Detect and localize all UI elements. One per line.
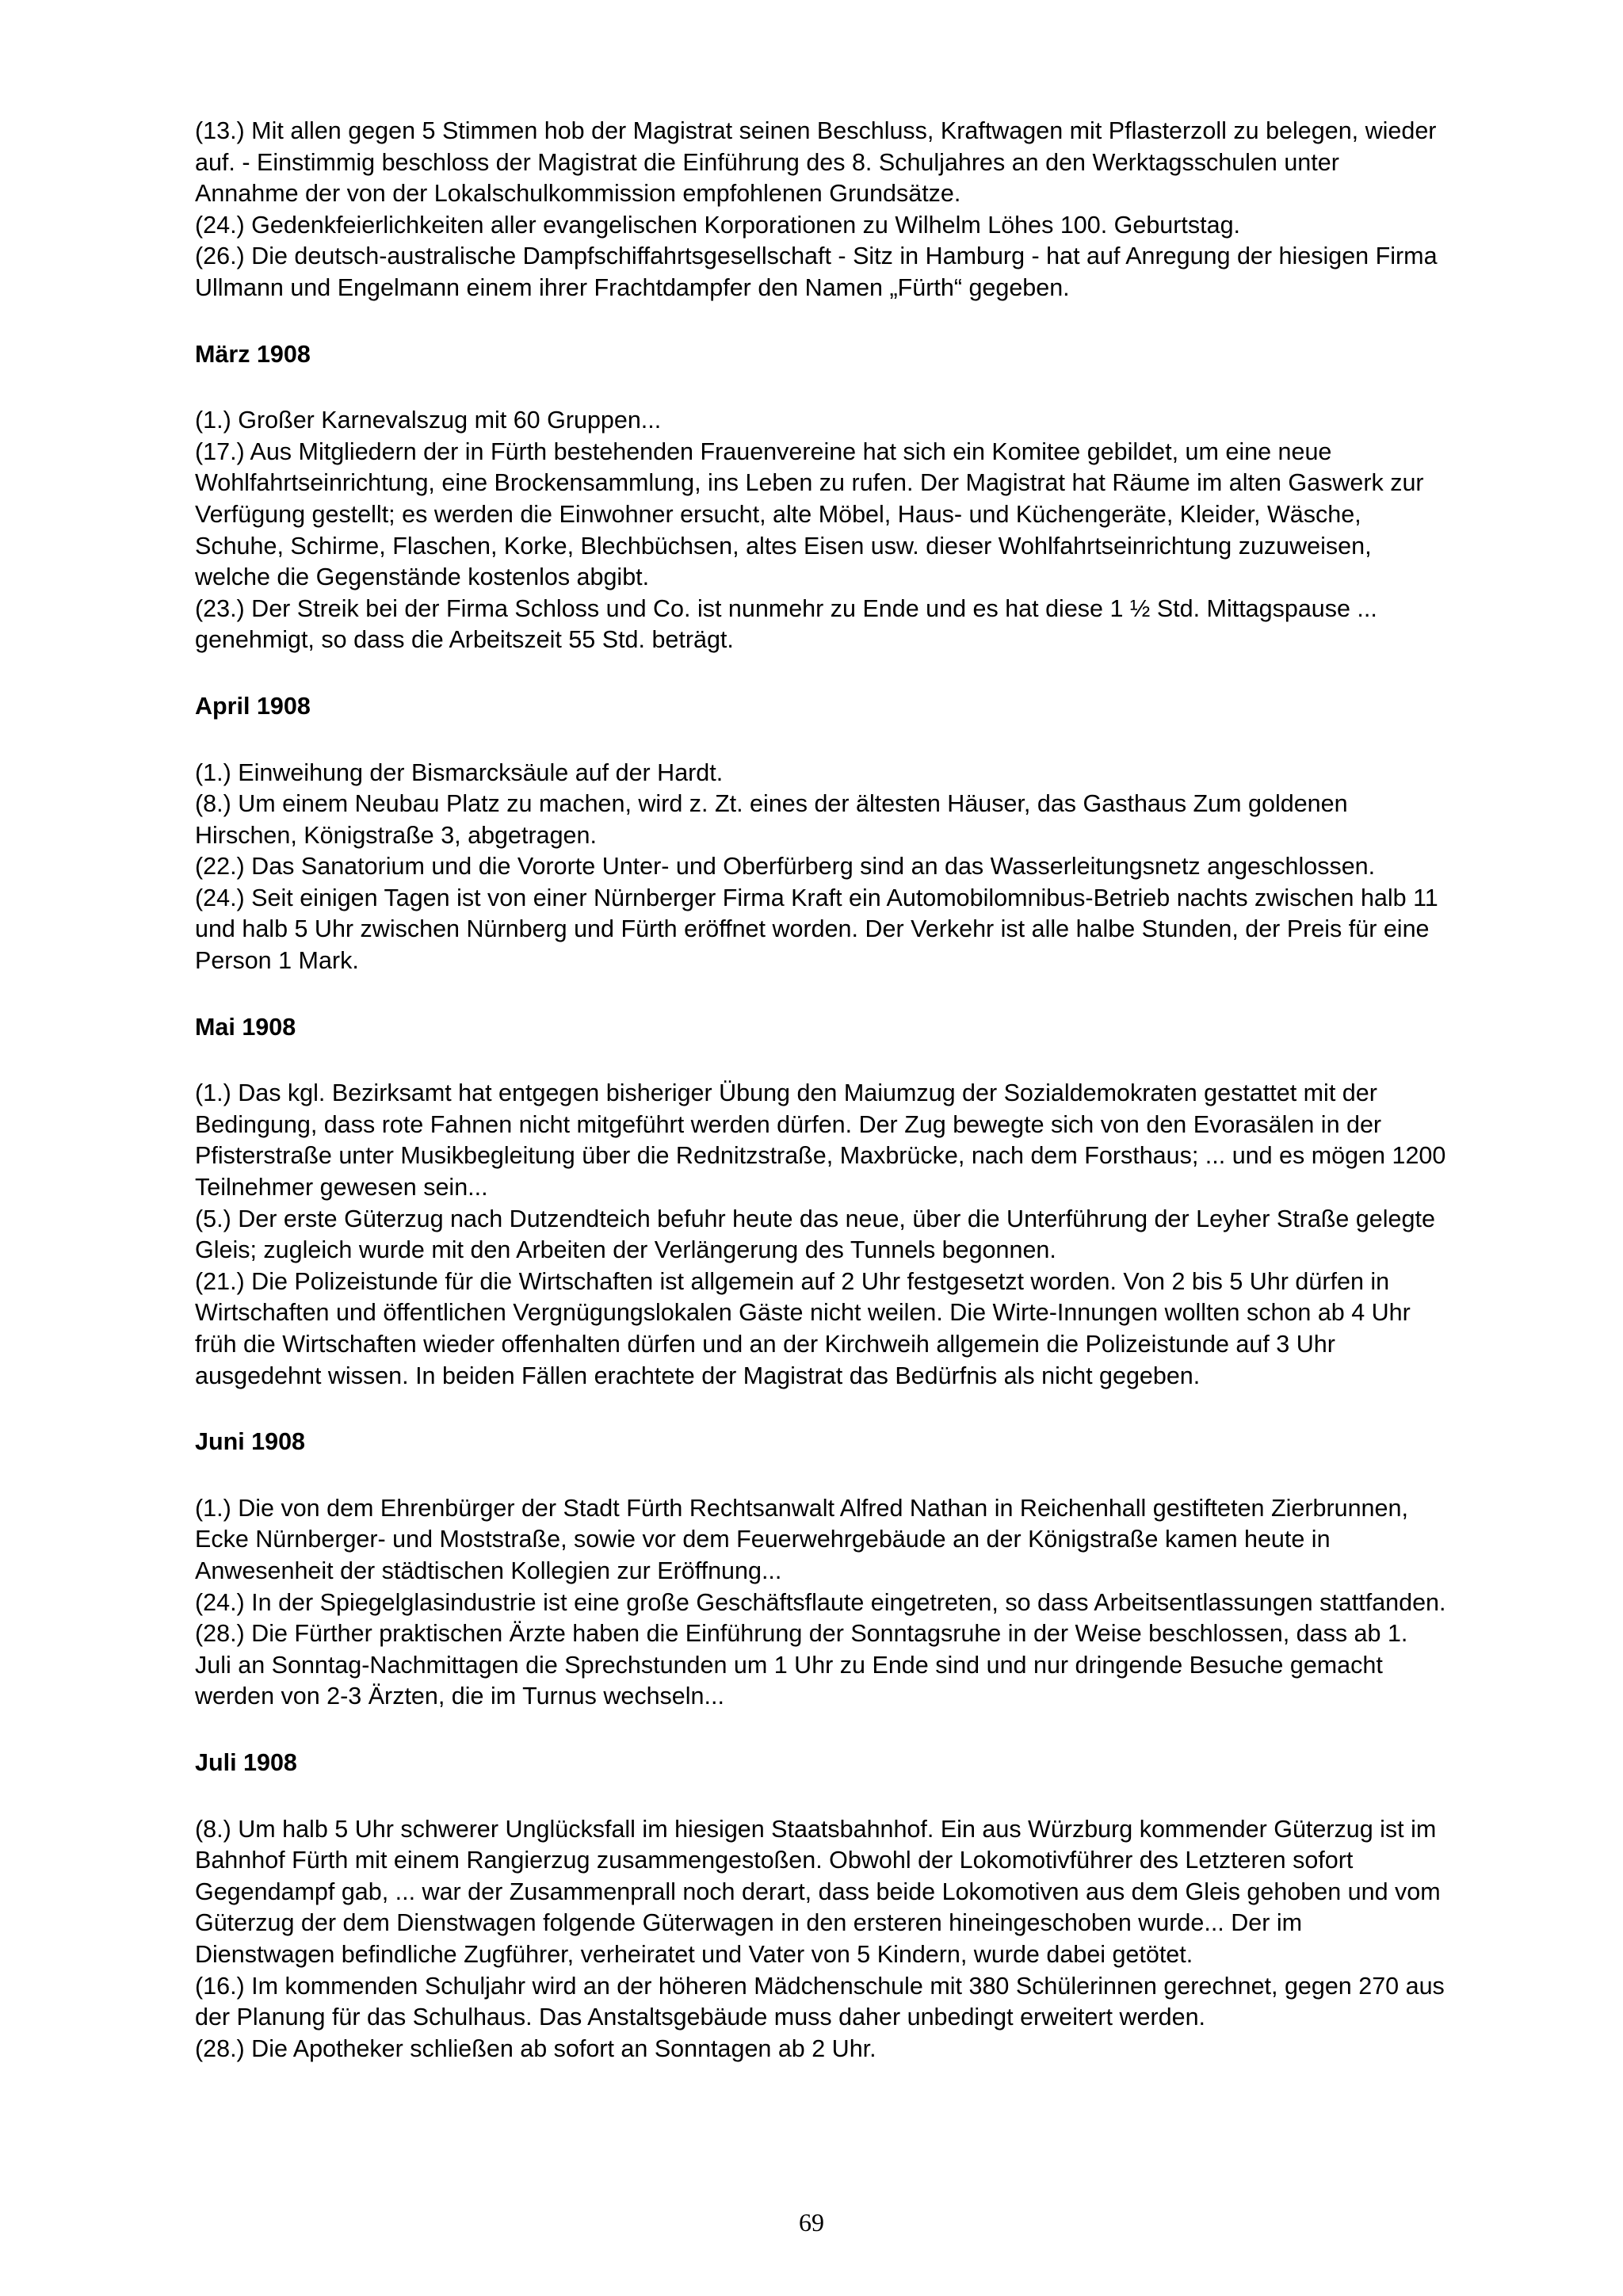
section-maerz-1908 [195, 339, 1447, 656]
entry-paragraph: (24.) Seit einigen Tagen ist von einer Nürnberger Firma Kraft ein Automobilomnibus-Betrieb nachts zwischen halb 11 und halb 5 Uhr zwischen Nürnberg und Fürth eröffnet worden. Der Verkehr ist alle halbe Stunden, der Preis für eine Person 1 Mark. [195, 884, 1438, 975]
entry-paragraph: (1.) Großer Karnevalszug mit 60 Gruppen... [195, 407, 662, 434]
entry-paragraph: (8.) Um halb 5 Uhr schwerer Unglücksfall im hiesigen Staatsbahnhof. Ein aus Würzburg kommender Güterzug ist im Bahnhof Fürth mit einem Rangierzug zusammengestoßen. Obwohl der Lokomotivführer des Letzteren sofort Gegendampf gab, ... war der Zusammenprall noch derart, dass beide Lokomotiven aus dem Gleis gehoben und vom Güterzug der dem Dienstwagen folgende Güterwagen in den ersteren hineingeschoben wurde... Der im Dienstwagen befindliche Zugführer, verheiratet und Vater von 5 Kindern, wurde dabei getötet. [195, 1815, 1441, 1968]
document-body [195, 116, 1447, 2065]
section-juli-1908 [195, 1748, 1447, 2065]
entry-paragraph: (17.) Aus Mitgliedern der in Fürth bestehenden Frauenvereine hat sich ein Komitee gebildet, um eine neue Wohlfahrtseinrichtung, eine Brockensammlung, ins Leben zu rufen. Der Magistrat hat Räume im alten Gaswerk zur Verfügung gestellt; es werden die Einwohner ersucht, alte Möbel, Haus- und Küchengeräte, Kleider, Wäsche, Schuhe, Schirme, Flaschen, Korke, Blechbüchsen, altes Eisen usw. dieser Wohlfahrtseinrichtung zuzuweisen, welche die Gegenstände kostenlos abgibt. [195, 437, 1424, 591]
section-spacer [195, 304, 1447, 339]
entry-paragraph: (13.) Mit allen gegen 5 Stimmen hob der Magistrat seinen Beschluss, Kraftwagen mit Pflasterzoll zu belegen, wieder auf. - Einstimmig beschloss der Magistrat die Einführung des 8. Schuljahres an den Werktagsschulen unter Annahme der von der Lokalschulkommission empfohlenen Grundsätze. [195, 117, 1437, 208]
heading-spacer [195, 1779, 1447, 1814]
entry-paragraph: (16.) Im kommenden Schuljahr wird an der höheren Mädchenschule mit 380 Schülerinnen gerechnet, gegen 270 aus der Planung für das Schulhaus. Das Anstaltsgebäude muss daher unbedingt erweitert werden. [195, 1972, 1445, 2031]
section-spacer [195, 656, 1447, 691]
intro-block [195, 116, 1447, 304]
entry-paragraph: (1.) Das kgl. Bezirksamt hat entgegen bisheriger Übung den Maiumzug der Sozialdemokraten gestattet mit der Bedingung, dass rote Fahnen nicht mitgeführt werden dürfen. Der Zug bewegte sich von den Evorasälen in der Pfisterstraße unter Musikbegleitung über die Rednitzstraße, Maxbrücke, nach dem Forsthaus; ... und es mögen 1200 Teilnehmer gewesen sein... [195, 1079, 1446, 1201]
entry-paragraph: (24.) In der Spiegelglasindustrie ist eine große Geschäftsflaute eingetreten, so dass Arbeitsentlassungen stattfanden. [195, 1588, 1446, 1616]
heading-spacer [195, 723, 1447, 758]
entry-paragraph: (21.) Die Polizeistunde für die Wirtschaften ist allgemein auf 2 Uhr festgesetzt worden. Von 2 bis 5 Uhr dürfen in Wirtschaften und öffentlichen Vergnügungslokalen Gäste nicht weilen. Die Wirte-Innungen wollten schon ab 4 Uhr früh die Wirtschaften wieder offenhalten dürfen und an der Kirchweih allgemein die Polizeistunde auf 3 Uhr ausgedehnt wissen. In beiden Fällen erachtete der Magistrat das Bedürfnis als nicht gegeben. [195, 1267, 1411, 1389]
entry-paragraph: (26.) Die deutsch-australische Dampfschiffahrtsgesellschaft - Sitz in Hamburg - hat auf Anregung der hiesigen Firma Ullmann und Engelmann einem ihrer Frachtdampfer den Namen „Fürth“ gegeben. [195, 243, 1438, 301]
section-heading: Juli 1908 [195, 1748, 297, 1776]
section-spacer [195, 1392, 1447, 1427]
entry-paragraph: (23.) Der Streik bei der Firma Schloss und Co. ist nunmehr zu Ende und es hat diese 1 ½ Std. Mittagspause ... genehmigt, so dass die Arbeitszeit 55 Std. beträgt. [195, 594, 1377, 654]
entry-paragraph: (8.) Um einem Neubau Platz zu machen, wird z. Zt. eines der ältesten Häuser, das Gasthaus Zum goldenen Hirschen, Königstraße 3, abgetragen. [195, 790, 1348, 849]
entry-paragraph: (1.) Die von dem Ehrenbürger der Stadt Fürth Rechtsanwalt Alfred Nathan in Reichenhall gestifteten Zierbrunnen, Ecke Nürnberger- und Moststraße, sowie vor dem Feuerwehrgebäude an der Königstraße kamen heute in Anwesenheit der städtischen Kollegien zur Eröffnung... [195, 1494, 1408, 1584]
entry-paragraph: (1.) Einweihung der Bismarcksäule auf der Hardt. [195, 758, 724, 786]
section-heading: Mai 1908 [195, 1013, 296, 1041]
page-number: 69 [799, 2208, 824, 2237]
section-spacer [195, 977, 1447, 1012]
entry-paragraph: (22.) Das Sanatorium und die Vororte Unter- und Oberfürberg sind an das Wasserleitungsnetz angeschlossen. [195, 853, 1376, 881]
entry-paragraph: (24.) Gedenkfeierlichkeiten aller evangelischen Korporationen zu Wilhelm Löhes 100. Geburtstag. [195, 211, 1241, 239]
section-spacer [195, 1713, 1447, 1748]
entry-paragraph: (5.) Der erste Güterzug nach Dutzendteich befuhr heute das neue, über die Unterführung der Leyher Straße gelegte Gleis; zugleich wurde mit den Arbeiten der Verlängerung des Tunnels begonnen. [195, 1205, 1435, 1264]
entry-paragraph: (28.) Die Fürther praktischen Ärzte haben die Einführung der Sonntagsruhe in der Weise beschlossen, dass ab 1. Juli an Sonntag-Nachmittagen die Sprechstunden um 1 Uhr zu Ende sind und nur dringende Besuche gemacht werden von 2-3 Ärzten, die im Turnus wechseln... [195, 1620, 1408, 1710]
section-april-1908 [195, 691, 1447, 977]
entry-paragraph: (28.) Die Apotheker schließen ab sofort an Sonntagen ab 2 Uhr. [195, 2034, 876, 2062]
heading-spacer [195, 1458, 1447, 1493]
heading-spacer [195, 1043, 1447, 1078]
section-heading: April 1908 [195, 692, 311, 720]
heading-spacer [195, 370, 1447, 405]
section-heading: Juni 1908 [195, 1428, 306, 1456]
section-juni-1908 [195, 1427, 1447, 1713]
section-mai-1908 [195, 1012, 1447, 1392]
section-heading: März 1908 [195, 340, 311, 368]
